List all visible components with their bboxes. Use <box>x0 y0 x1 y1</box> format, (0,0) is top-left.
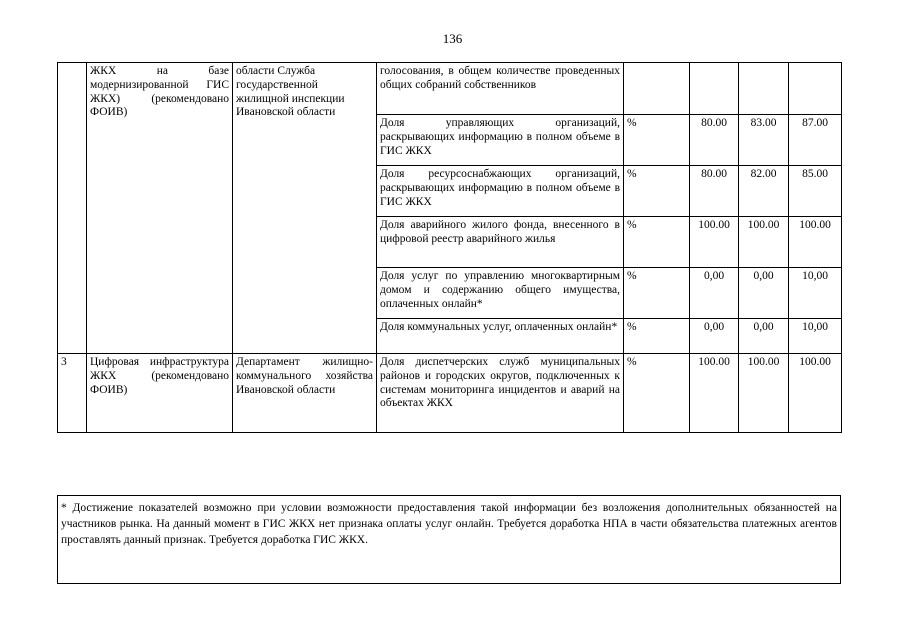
unit-cell: % <box>624 217 690 268</box>
indicators-table <box>57 62 842 433</box>
value-cell-2: 0,00 <box>739 319 789 354</box>
unit-cell: % <box>624 354 690 433</box>
value-cell-2 <box>739 63 789 115</box>
page-number: 136 <box>442 31 463 46</box>
value-cell-2: 100.00 <box>739 354 789 433</box>
value-cell-1 <box>690 63 739 115</box>
value-cell-3: 10,00 <box>789 268 842 319</box>
table-row <box>58 63 842 115</box>
value-cell-1: 100.00 <box>690 354 739 433</box>
value-cell-1: 80.00 <box>690 166 739 217</box>
value-cell-2: 0,00 <box>739 268 789 319</box>
unit-cell: % <box>624 166 690 217</box>
footnote-box: * Достижение показателей возможно при условии возможности предоставления такой информации без возложения дополнительных обязанностей на участников рынка. На данный момент в ГИС ЖКХ нет признака оплаты услуг онлайн. Требуется доработка НПА в части обязательства платежных агентов проставлять данный признак. Требуется доработка ГИС ЖКХ. <box>57 495 841 584</box>
value-cell-1: 100.00 <box>690 217 739 268</box>
system-cell: ЖКХ на базе модернизированной ГИС ЖКХ) (рекомендовано ФОИВ) <box>87 63 233 354</box>
value-cell-1: 0,00 <box>690 319 739 354</box>
indicator-cell: Доля услуг по управлению многоквартирным домом и содержанию общего имущества, оплаченных онлайн* <box>377 268 624 319</box>
indicator-cell: Доля коммунальных услуг, оплаченных онлайн* <box>377 319 624 354</box>
indicator-cell: Доля диспетчерских служб муниципальных районов и городских округов, подключенных к системам мониторинга инцидентов и аварий на объектах ЖКХ <box>377 354 624 433</box>
value-cell-3 <box>789 63 842 115</box>
operator-cell: Департамент жилищно-коммунального хозяйства Ивановской области <box>233 354 377 433</box>
value-cell-2: 83.00 <box>739 115 789 166</box>
indicator-cell: голосования, в общем количестве проведенных общих собраний собственников <box>377 63 624 115</box>
value-cell-1: 80.00 <box>690 115 739 166</box>
system-cell: Цифровая инфраструктура ЖКХ (рекомендовано ФОИВ) <box>87 354 233 433</box>
value-cell-2: 100.00 <box>739 217 789 268</box>
unit-cell: % <box>624 319 690 354</box>
operator-cell: области Служба государственной жилищной инспекции Ивановской области <box>233 63 377 354</box>
value-cell-3: 87.00 <box>789 115 842 166</box>
row-number-cell <box>58 63 87 354</box>
unit-cell: % <box>624 115 690 166</box>
value-cell-3: 100.00 <box>789 354 842 433</box>
value-cell-2: 82.00 <box>739 166 789 217</box>
row-number-cell: 3 <box>58 354 87 433</box>
indicator-cell: Доля аварийного жилого фонда, внесенного в цифровой реестр аварийного жилья <box>377 217 624 268</box>
value-cell-3: 10,00 <box>789 319 842 354</box>
value-cell-3: 100.00 <box>789 217 842 268</box>
unit-cell: % <box>624 268 690 319</box>
value-cell-3: 85.00 <box>789 166 842 217</box>
table-row <box>58 354 842 433</box>
unit-cell <box>624 63 690 115</box>
value-cell-1: 0,00 <box>690 268 739 319</box>
indicator-cell: Доля управляющих организаций, раскрывающих информацию в полном объеме в ГИС ЖКХ <box>377 115 624 166</box>
indicator-cell: Доля ресурсоснабжающих организаций, раскрывающих информацию в полном объеме в ГИС ЖКХ <box>377 166 624 217</box>
